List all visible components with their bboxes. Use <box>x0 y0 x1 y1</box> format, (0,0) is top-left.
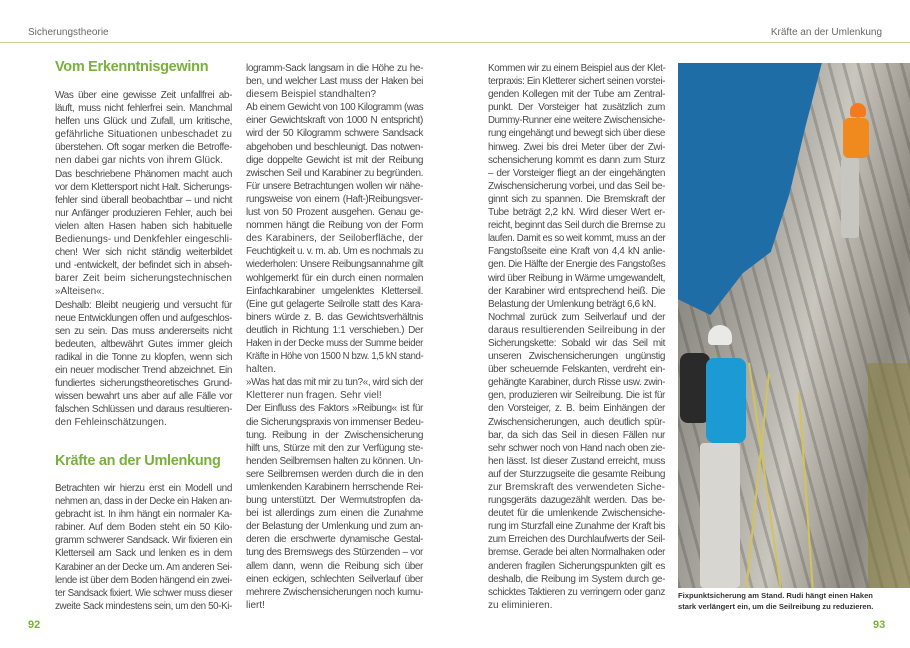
text-line: läuft, muss nicht fehlerfrei sein. Manchmal <box>55 103 232 115</box>
text-line: deutet für die umlenkende Zwischensiche- <box>488 508 665 520</box>
paragraph <box>246 62 423 101</box>
text-line: chen! Wer sich nicht ständig weiterbildet <box>55 247 232 259</box>
paragraph <box>55 89 232 168</box>
text-line: sehr schwer noch von Hand nach oben zie- <box>488 442 665 454</box>
text-line: biners würde z. B. das Gewichtsverhältnis <box>246 311 423 323</box>
text-line: genden Kollegen mit der Tube am Zentral- <box>488 89 665 101</box>
text-line: zwischen Seil und Karabiner zu begründen. <box>246 167 423 179</box>
text-line: hinweg. Zwei bis drei Meter über der Zwi- <box>488 141 665 153</box>
text-line: henden Seilbremsen halten zu können. Un- <box>246 455 423 467</box>
text-line: Karabiner an der Decke um. Am anderen Sei- <box>55 561 232 573</box>
text-line: falschen Schlüssen und daraus resultieren- <box>55 404 232 416</box>
text-line: den Fehleinschätzungen. <box>55 417 167 429</box>
running-head-right: Kräfte an der Umlenkung <box>770 27 882 38</box>
text-line: gen. Die Hälfte der Energie des Fangstoßes <box>488 259 666 271</box>
text-line: ein neuer modischer Trend abzeichnet. Ein <box>55 364 232 376</box>
text-line: Kräfte in Höhe von 1500 N bzw. 1,5 kN stand- <box>246 351 424 363</box>
text-line: und -entwickelt, der befindet sich in abseh- <box>55 260 232 272</box>
page-number-right: 93 <box>873 619 886 631</box>
belayer-helmet <box>708 325 732 345</box>
text-line: Das beschriebene Phänomen macht auch <box>55 168 232 180</box>
column-1-bottom <box>55 482 232 613</box>
text-line: bar, da sich das Seil in diesen Fällen nur <box>488 429 665 441</box>
text-line: Fangstoßseite eine Kraft von 4,4 kN anlie- <box>488 246 665 258</box>
text-line: Was über eine gewisse Zeit unfallfrei ab- <box>55 90 232 101</box>
text-line: sere Seilbremsen werden durch die in den <box>246 468 423 480</box>
page-number-left: 92 <box>28 619 41 631</box>
text-line: diesem Beispiel standhalten? <box>246 89 377 101</box>
text-line: allem dann, wenn die Reibung sich über <box>246 560 423 572</box>
paragraph <box>246 402 423 612</box>
text-line: nommen hängt die Reibung von der Form <box>246 220 423 232</box>
text-line: vor dem Klettersport nicht Halt. Sicherungs- <box>55 181 232 193</box>
text-line: gehängte Karabiner, durch Risse usw. zwin- <box>488 377 665 389</box>
text-line: Kletterer nun fragen. Sehr viel! <box>246 390 382 402</box>
text-line: sen zu sein. Das muss andererseits nicht <box>55 325 232 337</box>
text-line: hilft uns, Stürze mit den zur Verfügung ste- <box>246 442 423 454</box>
text-line: ben, und welcher Last muss der Haken bei <box>246 76 423 88</box>
text-line: zur Bremskraft des verwendeten Siche- <box>488 482 665 493</box>
paragraph <box>55 168 232 299</box>
paragraph <box>246 101 423 376</box>
text-line: vielen alten Hasen haben sich habituelle <box>55 220 232 232</box>
photo-caption <box>678 590 873 612</box>
text-line: deutlich in Richtung 1:1 verschieben.) Der <box>246 324 423 336</box>
paragraph <box>488 311 665 612</box>
text-line: helfen uns Glück und Zufall, um kritische, <box>55 116 232 128</box>
text-line: gefährliche Situationen unbeschadet zu <box>55 129 232 141</box>
text-line: Kletterseil am Sack und lenken es in dem <box>55 548 232 560</box>
text-line: tung des Bremswegs des Stürzenden – vor <box>246 547 423 559</box>
text-line: schensicherung kommt es dann zum Sturz <box>488 154 665 166</box>
column-1-top <box>55 89 232 429</box>
text-line: Ab einem Gewicht von 100 Kilogramm (was <box>246 102 424 114</box>
text-line: laufen. Damit es so weit kommt, muss an der <box>488 233 666 245</box>
text-line: Einfachkarabiner umgelenktes Kletterseil. <box>246 285 423 297</box>
text-line: abgehoben und beschleunigt. Das notwen- <box>246 141 423 153</box>
text-line: liert! <box>246 599 265 611</box>
text-line: Bedienungs- und Denkfehler eingeschli- <box>55 234 233 246</box>
text-line: rung eingehängt und bewegt sich über diese <box>488 128 666 140</box>
text-line: gramm schwerer Sandsack. Wir fixieren ein <box>55 535 232 547</box>
text-line: der Belastung der Umlenkung und zum an- <box>246 521 423 533</box>
text-line: bedeuten, altbewährt Gutes immer gleich <box>55 338 232 350</box>
lead-climber-legs <box>841 158 859 238</box>
text-line: über scheuernde Felskanten, verdreht ein- <box>488 364 665 376</box>
text-line: Belastung der Umlenkung beträgt 6,6 kN. <box>488 298 656 310</box>
text-line: rungsweise von einem (Haft-)Reibungsver- <box>246 193 423 205</box>
text-line: zu eliminieren. <box>488 599 553 611</box>
text-line: des Karabiners, der Seiloberfläche, der <box>246 233 423 245</box>
text-line: radikal in die Tonne zu klopfen, wenn sich <box>55 351 232 363</box>
belayer <box>706 358 746 443</box>
text-line: (Eine gut gelagerte Seilrolle statt des Kara- <box>246 298 423 310</box>
moss-patch <box>868 363 910 588</box>
text-line: bung unterstützt. Der Wermutstropfen da- <box>246 495 423 507</box>
text-line: Tube beträgt 2,2 kN. Wird dieser Wert er- <box>488 207 665 219</box>
text-line: – der Vorsteiger fliegt an der eingehängten <box>488 167 665 179</box>
text-line: einer Gewichtskraft von 1000 N entspricht) <box>246 115 423 127</box>
text-line: gen, produzieren wir Seilreibung. Die ist für <box>488 390 665 402</box>
text-line: terpraxis: Ein Kletterer sichert seinen vorstei- <box>488 76 665 88</box>
text-line: Betrachten wir hierzu erst ein Modell und <box>55 483 232 494</box>
running-head-left: Sicherungstheorie <box>28 27 109 38</box>
text-line: barer Zeit beim sicherungstechnischen <box>55 273 232 285</box>
header-rule <box>0 42 910 43</box>
text-line: ter Sandsack fixiert. Wie schwer muss dieser <box>55 587 233 599</box>
text-line: gebracht ist. In ihm hängt ein normaler Ka- <box>55 509 232 521</box>
text-line: wissen bewahrt uns aber auf alle Fälle vor <box>55 391 232 403</box>
text-line: anderen fragilen Sicherungspunkten gilt es <box>488 560 665 572</box>
text-line: umlenkenden Karabinern herrschende Rei- <box>246 482 423 493</box>
text-line: »Was hat das mit mir zu tun?«, wird sich der <box>246 377 423 389</box>
text-line: Sicherungskette: Sobald wir das Seil mit <box>488 337 665 349</box>
text-line: punkt. Der Vorsteiger hat zusätzlich zum <box>488 102 665 114</box>
text-line: Der Einfluss des Faktors »Reibung« ist für <box>246 403 423 415</box>
text-line: deren die erschwerte dynamische Gestal- <box>246 534 423 546</box>
text-line: ginnt sich zu spannen. Die Bremskraft der <box>488 193 665 205</box>
paragraph <box>55 482 232 613</box>
paragraph <box>55 299 232 430</box>
text-line: nur Anfänger produzieren Fehler, auch bei <box>55 207 232 219</box>
text-line: daraus resultierenden Seilreibung in der <box>488 324 666 336</box>
text-line: die Sicherungspraxis von immenser Bedeu- <box>246 416 424 428</box>
text-line: deshalb, die Reibung im System durch ge- <box>488 573 665 585</box>
text-line: schicktes Taktieren zu verringern oder ganz <box>488 586 665 598</box>
text-line: zweite Sack mindestens sein, um den 50-Ki- <box>55 600 232 612</box>
column-2 <box>246 62 423 612</box>
text-line: Nochmal zurück zum Seilverlauf und der <box>488 311 665 323</box>
text-line: hen lässt. Ist dieser Zustand erreicht, muss <box>488 455 665 467</box>
text-line: wohlgemerkt für ein durch einen normalen <box>246 272 423 284</box>
text-line: nehmen an, dass in der Decke ein Haken an- <box>55 496 232 508</box>
text-line: fundiertes sicherungstheoretisches Grund- <box>55 378 232 390</box>
text-line: lust von 50 Prozent ausgehen. Genau ge- <box>246 207 423 219</box>
heading-kraefte-an-der-umlenkung: Kräfte an der Umlenkung <box>55 453 221 469</box>
text-line: überstehen. Oft sogar merken die Betroffe- <box>55 142 232 154</box>
text-line: fehler sind überall beobachtbar – und nicht <box>55 194 232 206</box>
lead-climber <box>843 118 869 158</box>
caption-line: stark verlängert ein, um die Seilreibung zu reduzieren. <box>678 602 874 611</box>
text-line: Dummy-Runner eine weitere Zwischensiche- <box>488 115 665 127</box>
text-line: logramm-Sack langsam in die Höhe zu he- <box>246 63 423 74</box>
text-line: unseren Zwischensicherungen ungünstig <box>488 351 665 363</box>
text-line: rung im Sturzfall eine Zunahme der Kraft bis <box>488 521 666 533</box>
text-line: auf der Sturzzugseite die gesamte Reibung <box>488 468 665 480</box>
column-3 <box>488 62 665 612</box>
paragraph <box>246 376 423 402</box>
text-line: einen eckigen, schlechten Seilverlauf über <box>246 573 423 585</box>
text-line: neue Entwicklungen offen und aufgeschlos- <box>55 312 232 324</box>
text-line: wird über Reibung in Wärme umgewandelt, <box>488 272 665 284</box>
text-line: bremse. Gerade bei alten Normalhaken oder <box>488 547 665 559</box>
text-line: wiederholen: Unsere Reibungsannahme gilt <box>246 259 424 271</box>
caption-line: Fixpunktsicherung am Stand. Rudi hängt einen Haken <box>678 591 873 600</box>
text-line: Feuchtigkeit u. v. m. ab. Um es nochmals zu <box>246 246 423 258</box>
text-line: nen dabei gar nichts von ihrem Glück. <box>55 155 223 167</box>
text-line: bei ist allerdings zum einen die Zunahme <box>246 508 423 520</box>
text-line: der Karabiner wird entsprechend heiß. Die <box>488 285 665 297</box>
heading-vom-erkenntnisgewinn: Vom Erkenntnisgewinn <box>55 59 209 75</box>
climbing-photo <box>678 63 910 588</box>
lead-climber-helmet <box>850 103 866 117</box>
text-line: den Vorsteiger, z. B. beim Einhängen der <box>488 403 665 415</box>
text-line: Deshalb: Bleibt neugierig und versucht für <box>55 299 232 311</box>
paragraph <box>488 62 665 311</box>
text-line: Für unsere Betrachtungen wollen wir nähe- <box>246 180 423 192</box>
text-line: mehrere Zwischensicherungen noch kumu- <box>246 586 423 598</box>
text-line: Kommen wir zu einem Beispiel aus der Klet- <box>488 63 666 74</box>
text-line: dige doppelte Gewicht ist mit der Reibung <box>246 154 423 166</box>
text-line: rabiner. Auf dem Boden steht ein 50 Kilo- <box>55 522 232 534</box>
text-line: halten. <box>246 364 277 376</box>
text-line: Zwischensicherung vorbei, und das Seil be- <box>488 180 665 192</box>
text-line: »Alteisen«. <box>55 286 105 298</box>
text-line: Haken in der Decke muss der Summe beider <box>246 337 423 349</box>
text-line: wird der 50 Kilogramm schwere Sandsack <box>246 128 423 140</box>
belayer-legs <box>700 443 740 588</box>
text-line: reicht, beginnt das Seil durch die Bremse zu <box>488 220 666 232</box>
text-line: zum Erreichen des Durchlaufwerts der Seil- <box>488 534 665 546</box>
text-line: tung. Reibung in der Zwischensicherung <box>246 429 423 441</box>
text-line: Zwischensicherungen, auch deutlich spür- <box>488 416 665 428</box>
text-line: lende ist über dem Boden hängend ein zwei- <box>55 574 233 586</box>
text-line: rungsgeräts dazugezählt werden. Das be- <box>488 495 665 507</box>
